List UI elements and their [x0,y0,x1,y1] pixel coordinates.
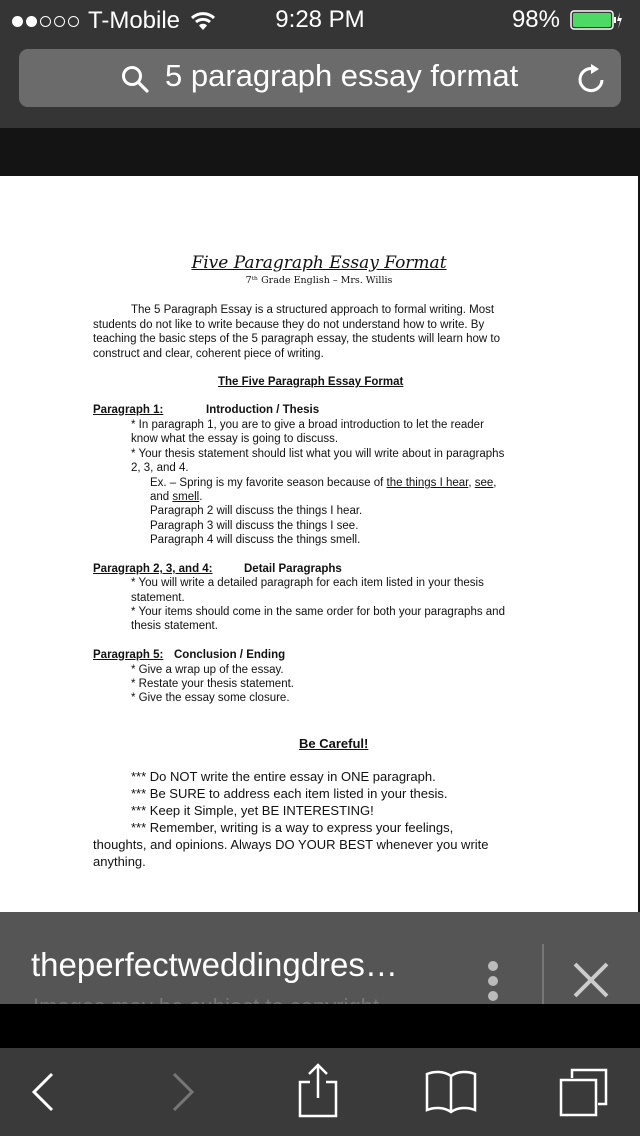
intro-line: students do not like to write because they do not understand how to write. By [93,318,485,331]
paragraph-234-line: * You will write a detailed paragraph for each item listed in your thesis [131,577,484,589]
paragraph-1-line: * In paragraph 1, you are to give a broad introduction to let the reader [131,419,484,431]
example-line: Paragraph 3 will discuss the things I see. [150,520,359,532]
intro-line: The 5 Paragraph Essay is a structured approach to formal writing. Most [131,304,495,316]
example-line [150,476,497,491]
intro-line: teaching the basic steps of the 5 paragraph essay, the students will learn how to [93,333,501,345]
example-and: and [150,491,173,503]
careful-heading: Be Careful! [299,736,369,751]
reload-icon[interactable] [575,62,609,96]
example-line: Paragraph 4 will discuss the things smell. [150,534,361,546]
careful-line: *** Do NOT write the entire essay in ONE paragraph. [131,769,436,784]
example-things: the things I hear [386,477,469,489]
section-heading: The Five Paragraph Essay Format [218,376,404,388]
status-time: 9:28 PM [275,6,365,33]
paragraph-5-label: Paragraph 5: [93,649,164,661]
paragraph-5-line: * Give a wrap up of the essay. [131,664,284,676]
paragraph-1-title: Introduction / Thesis [206,404,320,416]
example-smell: smell [172,491,200,503]
paragraph-1-line: 2, 3, and 4. [131,462,189,474]
example-period: . [199,491,203,503]
example-comma: , [468,477,475,489]
example-text: Ex. – Spring is my favorite season because of [150,477,387,489]
paragraph-1-line: know what the essay is going to discuss. [131,433,339,445]
battery-icon [570,10,622,30]
bookmarks-icon[interactable] [424,1068,478,1114]
intro-line: construct and clear, coherent piece of writing. [93,347,324,360]
address-bar[interactable] [19,49,621,107]
paragraph-1-line: * Your thesis statement should list what you will write about in paragraphs [131,448,505,460]
image-info-bar [0,912,640,1004]
document-subtitle: 7ᵗʰ Grade English – Mrs. Willis [245,275,393,286]
document-title: Five Paragraph Essay Format [191,253,447,273]
paragraph-234-label: Paragraph 2, 3, and 4: [93,563,213,575]
status-bar [0,0,640,40]
share-icon[interactable] [296,1062,340,1118]
paragraph-5-title: Conclusion / Ending [174,649,286,661]
paragraph-234-line: thesis statement. [131,620,218,632]
address-bar-query[interactable]: 5 paragraph essay format [165,58,519,93]
intro-paragraph [93,303,543,361]
document-image[interactable] [0,176,638,912]
paragraph-5-line: * Give the essay some closure. [131,692,290,704]
paragraph-5-line: * Restate your thesis statement. [131,678,294,690]
back-icon[interactable] [30,1072,56,1112]
more-options-icon[interactable] [482,960,504,1002]
example-comma: , [493,477,497,489]
image-source-link[interactable]: theperfectweddingdres… [31,946,398,983]
careful-line: *** Remember, writing is a way to express your feelings, [131,820,454,835]
paragraph-234-line: statement. [131,592,185,604]
careful-line: *** Keep it Simple, yet BE INTERESTING! [131,803,374,818]
paragraph-234-line: * Your items should come in the same order for both your paragraphs and [131,606,505,618]
forward-icon[interactable] [170,1072,196,1112]
browser-top-chrome [0,0,640,128]
browser-toolbar [0,1048,640,1136]
tabs-icon[interactable] [558,1068,610,1118]
careful-line: *** Be SURE to address each item listed in your thesis. [131,786,448,801]
example-see: see [474,477,494,489]
example-line [150,490,202,505]
close-icon[interactable] [571,960,611,1000]
example-line: Paragraph 2 will discuss the things I hear. [150,505,363,517]
careful-line: thoughts, and opinions. Always DO YOUR BEST whenever you write [93,837,489,852]
carrier-name: T-Mobile [88,7,181,34]
page-background [0,1004,640,1048]
search-icon [121,65,149,93]
paragraph-234-title: Detail Paragraphs [244,563,342,575]
battery-percent: 98% [511,6,560,33]
paragraph-1-label: Paragraph 1: [93,404,164,416]
careful-line: anything. [93,854,146,869]
